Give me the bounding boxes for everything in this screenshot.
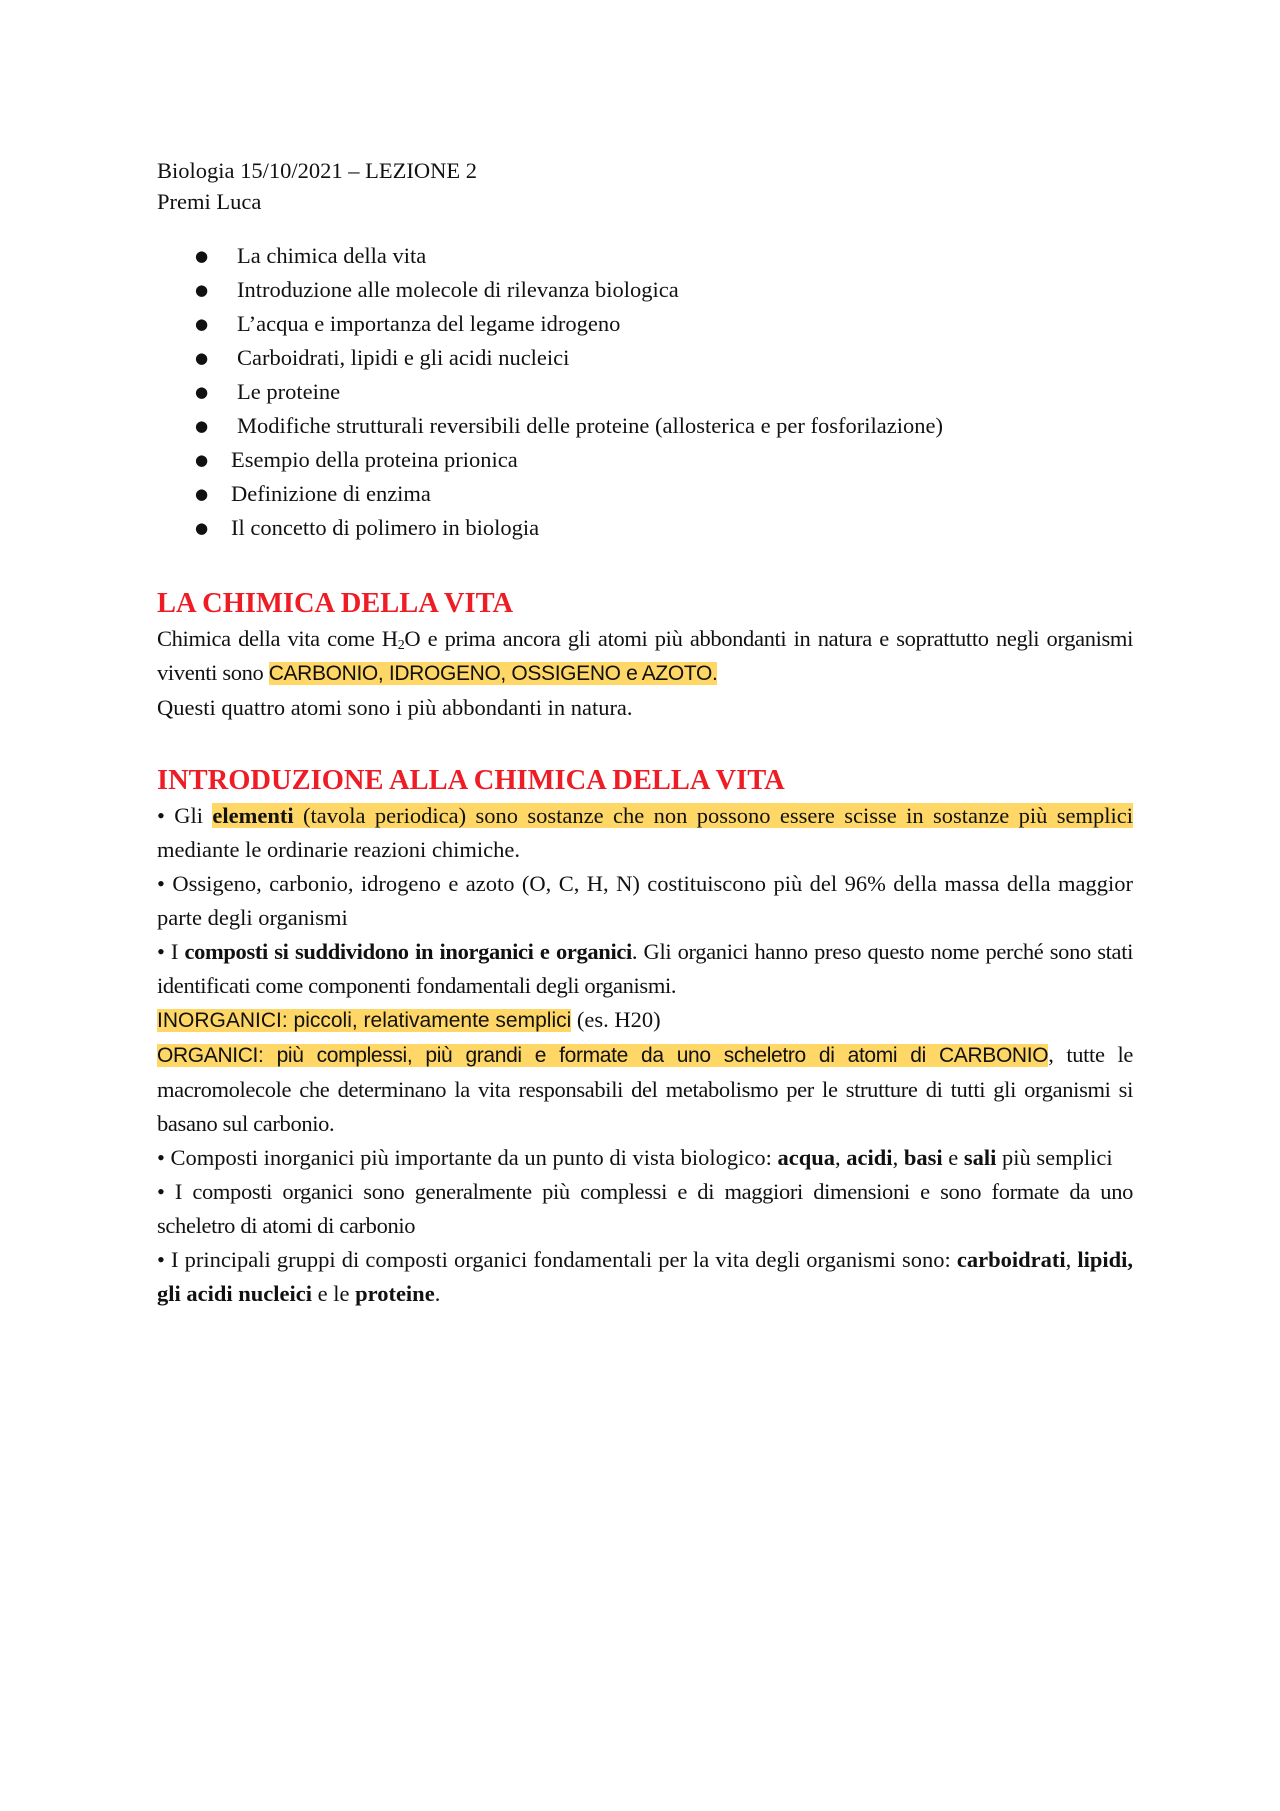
section1-paragraph-2: Questi quattro atomi sono i più abbondanti in natura. [157,695,633,720]
section1-paragraph [157,622,1133,691]
bullet-paragraph-ossigeno: • Ossigeno, carbonio, idrogeno e azoto (O, C, H, N) costituiscono più del 96% della massa della maggior parte degli organismi [157,871,1133,930]
text-run: , tutte le macromolecole che determinano la vita responsabili del metabolismo per le strutture di tutti gli organismi si basano sul carbonio. [157,1042,1133,1136]
subscript: 2 [397,638,405,653]
organici-paragraph [157,1038,1133,1141]
bullet-icon: ● [195,417,209,435]
list-item [157,409,1133,443]
bullet-paragraph-inorganici [157,1141,1133,1175]
bold-text: acidi [846,1145,893,1170]
text-run: mediante le ordinarie reazioni chimiche. [157,837,520,862]
text-run: (es. H20) [571,1007,661,1032]
bullet-icon: ● [195,247,209,265]
bold-text: proteine [355,1281,435,1306]
bold-text: basi [903,1145,943,1170]
text-run: • I [157,939,185,964]
list-item-text: Carboidrati, lipidi e gli acidi nucleici [237,345,570,370]
highlighted-text: (tavola periodica) sono sostanze che non possono essere scisse in sostanze più semplici [293,803,1133,828]
list-item [157,375,1133,409]
bullet-icon: ● [195,349,209,367]
bold-text: carboidrati [956,1247,1066,1272]
inorganici-line [157,1003,1133,1038]
list-item-text: Modifiche strutturali reversibili delle proteine (allosterica e per fosforilazione) [237,413,943,438]
list-item [157,443,1133,477]
bold-text: sali [963,1145,997,1170]
text-run: , [1065,1247,1078,1272]
bullet-paragraph-composti [157,935,1133,1003]
list-item-text: Definizione di enzima [231,481,431,506]
bullet-icon: ● [195,281,209,299]
text-run: . Gli organici hanno preso questo nome perché sono stati identificati come componenti fondamentali degli organismi. [157,939,1133,998]
text-run: . [434,1281,441,1306]
text-run: e le [312,1281,356,1306]
list-item [157,477,1133,511]
list-item [157,273,1133,307]
bold-highlighted-text: elementi [212,803,294,828]
bullet-paragraph-elementi [157,799,1133,867]
list-item-text: Le proteine [237,379,341,404]
text-run: • I principali gruppi di composti organici fondamentali per la vita degli organismi sono: [157,1247,957,1272]
bullet-icon: ● [195,451,209,469]
bullet-icon: ● [195,485,209,503]
document-page [157,155,1133,1311]
text-run: Chimica della vita come H [157,626,398,651]
list-item [157,341,1133,375]
list-item [157,511,1133,545]
text-run: • Gli [157,803,213,828]
section-heading-chimica-vita: LA CHIMICA DELLA VITA [157,588,514,619]
author-name: Premi Luca [157,189,262,214]
bullet-paragraph-organici: • I composti organici sono generalmente più complessi e di maggiori dimensioni e sono formate da uno scheletro di atomi di carbonio [157,1179,1133,1238]
bullet-icon: ● [195,383,209,401]
text-run: • Composti inorganici più importante da un punto di vista biologico: [157,1145,778,1170]
section-heading-introduzione: INTRODUZIONE ALLA CHIMICA DELLA VITA [157,765,785,796]
bold-text: composti si suddividono in inorganici e organici [184,939,632,964]
list-item-text: Esempio della proteina prionica [231,447,518,472]
list-item-text: Il concetto di polimero in biologia [231,515,540,540]
highlighted-text: INORGANICI: piccoli, relativamente semplici [157,1009,572,1032]
bullet-paragraph-gruppi [157,1243,1133,1311]
list-item-text: Introduzione alle molecole di rilevanza biologica [237,277,679,302]
highlighted-text: ORGANICI: più complessi, più grandi e formate da uno scheletro di atomi di CARBONIO [157,1044,1049,1067]
bold-text: lipidi, gli acidi nucleici [157,1247,1133,1306]
bold-text: acqua [777,1145,836,1170]
document-header [157,155,1133,217]
text-run: e [942,1145,964,1170]
list-item-text: La chimica della vita [237,243,427,268]
text-run: , [835,1145,847,1170]
bullet-icon: ● [195,519,209,537]
text-run: O e prima ancora gli atomi più abbondanti in natura e soprattutto negli organismi viventi sono [157,626,1133,685]
highlighted-text: CARBONIO, IDROGENO, OSSIGENO e AZOTO. [268,662,718,685]
list-item-text: L’acqua e importanza del legame idrogeno [237,311,621,336]
list-item [157,239,1133,273]
lesson-title: Biologia 15/10/2021 – LEZIONE 2 [157,158,477,183]
bullet-icon: ● [195,315,209,333]
list-item [157,307,1133,341]
text-run: più semplici [996,1145,1113,1170]
text-run: , [892,1145,904,1170]
topics-list [157,239,1133,545]
